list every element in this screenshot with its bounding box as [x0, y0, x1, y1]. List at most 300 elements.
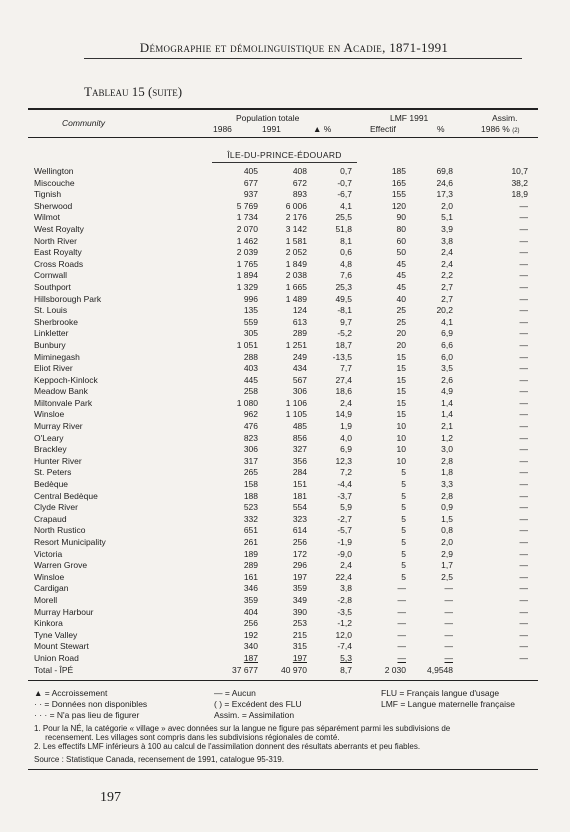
cell-pop1986: 340	[243, 641, 258, 652]
col-change: ▲ %	[313, 124, 332, 134]
table-row	[0, 317, 570, 329]
cell-pop1991: 197	[292, 571, 307, 582]
cell-change: -5,7	[337, 525, 352, 536]
cell-community: Miltonvale Park	[34, 397, 93, 408]
cell-lmf: 90	[396, 212, 406, 223]
cell-assim: —	[519, 258, 528, 269]
cell-community: Brackley	[34, 444, 67, 455]
cell-lmf-pct: 2,0	[441, 200, 453, 211]
table-row	[0, 375, 570, 387]
cell-community: Sherwood	[34, 200, 73, 211]
source-rule	[28, 769, 538, 770]
cell-lmf: 60	[396, 235, 406, 246]
legend-item: ( ) = Excédent des FLU	[214, 699, 302, 709]
cell-change: 27,4	[335, 374, 352, 385]
footnote-1: 1. Pour la NÉ, la catégorie « village » avec données sur la langue ne figure pas séparément parmi les subdivisions de	[34, 724, 451, 733]
cell-change: -3,7	[337, 490, 352, 501]
cell-lmf-pct: 1,2	[441, 432, 453, 443]
cell-lmf-pct: 2,4	[441, 258, 453, 269]
footnote-2: 2. Les effectifs LMF inférieurs à 100 au calcul de l'assimilation donnent des résultats aberrants et peu fiables.	[34, 742, 421, 751]
cell-assim: —	[519, 537, 528, 547]
cell-lmf-pct: 3,9	[441, 223, 453, 234]
cell-lmf-pct: 6,6	[441, 339, 453, 350]
table-row	[0, 352, 570, 364]
table-row	[0, 433, 570, 445]
cell-community: Cardigan	[34, 583, 69, 594]
cell-lmf: —	[397, 618, 406, 629]
cell-change: -1,2	[337, 618, 352, 629]
cell-pop1986: 1 462	[236, 235, 258, 246]
cell-lmf-pct: —	[444, 652, 453, 663]
cell-change: 3,8	[340, 583, 352, 594]
cell-pop1986: 476	[243, 421, 258, 432]
cell-pop1986: 158	[243, 479, 258, 490]
cell-lmf: 20	[396, 328, 406, 339]
cell-pop1991: 614	[292, 525, 307, 536]
cell-pop1986: 823	[243, 432, 258, 443]
cell-assim: 10,7	[511, 166, 528, 176]
cell-community: Cornwall	[34, 270, 68, 281]
cell-lmf-pct: 6,9	[441, 328, 453, 339]
cell-pop1986: 1 765	[236, 258, 258, 269]
cell-lmf-pct: 1,4	[441, 409, 453, 420]
cell-assim: 18,9	[511, 189, 528, 200]
cell-lmf-pct: 4,1	[441, 316, 453, 327]
cell-lmf-pct: 2,8	[441, 490, 453, 501]
cell-assim: —	[519, 652, 528, 663]
cell-pop1991: 289	[292, 328, 307, 339]
cell-assim: —	[519, 235, 528, 246]
table-row	[0, 363, 570, 375]
table-row	[0, 502, 570, 514]
cell-community: Hillsborough Park	[34, 293, 102, 304]
cell-assim: —	[519, 455, 528, 466]
table-body	[0, 166, 570, 676]
cell-community: St. Peters	[34, 467, 72, 478]
cell-lmf-pct: 6,0	[441, 351, 453, 362]
cell-community: Southport	[34, 281, 71, 292]
cell-pop1991: 485	[292, 421, 307, 432]
cell-community: Meadow Bank	[34, 386, 88, 397]
cell-community: Union Road	[34, 652, 79, 663]
cell-change: -9,0	[337, 548, 352, 559]
cell-assim: —	[519, 525, 528, 536]
cell-lmf: 5	[401, 571, 406, 582]
cell-lmf: —	[397, 594, 406, 605]
cell-pop1986: 559	[243, 316, 258, 327]
cell-lmf: 80	[396, 223, 406, 234]
cell-community: Bedèque	[34, 479, 69, 490]
cell-pop1991: 390	[292, 606, 307, 617]
cell-change: 4,0	[340, 432, 352, 443]
cell-pop1991: 256	[292, 537, 307, 547]
col-year-1991: 1991	[262, 124, 281, 134]
cell-pop1986: 288	[243, 351, 258, 362]
cell-pop1986: 937	[243, 189, 258, 200]
cell-pop1986: 261	[243, 537, 258, 547]
cell-lmf: 15	[396, 397, 406, 408]
cell-assim: —	[519, 328, 528, 339]
cell-community: Wilmot	[34, 212, 60, 223]
cell-lmf-pct: 20,2	[436, 305, 453, 316]
cell-pop1991: 1 489	[285, 293, 307, 304]
cell-pop1986: 37 677	[232, 664, 258, 675]
cell-pop1991: 151	[292, 479, 307, 490]
cell-lmf: 50	[396, 247, 406, 258]
table-row	[0, 201, 570, 213]
running-title: Démographie et démolinguistique en Acadie, 1871-1991	[139, 40, 449, 55]
cell-pop1986: 651	[243, 525, 258, 536]
cell-lmf-pct: 4,9	[441, 386, 453, 397]
col-effectif: Effectif	[370, 124, 396, 134]
footnote-1-cont: recensement. Les villages sont compris dans les subdivisions régionales de comté.	[34, 733, 340, 742]
page-number: 197	[100, 790, 121, 805]
cell-pop1991: 1 849	[285, 258, 307, 269]
cell-change: 0,7	[340, 166, 352, 176]
cell-lmf-pct: 1,5	[441, 513, 453, 524]
cell-lmf: 5	[401, 490, 406, 501]
legend-item: · · · = N'a pas lieu de figurer	[34, 710, 140, 720]
cell-lmf: 45	[396, 281, 406, 292]
cell-pop1991: 554	[292, 502, 307, 513]
cell-community: Hunter River	[34, 455, 82, 466]
cell-assim: —	[519, 316, 528, 327]
cell-lmf-pct: —	[444, 583, 453, 594]
table-row	[0, 537, 570, 549]
col-lmf-group: LMF 1991	[390, 113, 429, 123]
source-note: Source : Statistique Canada, recensement de 1991, catalogue 95-319.	[34, 755, 284, 764]
cell-community: Warren Grove	[34, 560, 88, 571]
table-bottom-rule	[28, 680, 538, 681]
cell-pop1986: 962	[243, 409, 258, 420]
cell-lmf: 5	[401, 467, 406, 478]
cell-assim: —	[519, 641, 528, 652]
cell-pop1991: 567	[292, 374, 307, 385]
cell-assim: —	[519, 467, 528, 478]
cell-lmf-pct: 2,7	[441, 281, 453, 292]
cell-pop1991: 215	[292, 629, 307, 640]
cell-pop1986: 192	[243, 629, 258, 640]
cell-pop1986: 996	[243, 293, 258, 304]
cell-lmf-pct: 17,3	[436, 189, 453, 200]
table-row	[0, 294, 570, 306]
table-row	[0, 514, 570, 526]
cell-change: 4,8	[340, 258, 352, 269]
cell-lmf: 5	[401, 548, 406, 559]
cell-assim: —	[519, 212, 528, 223]
cell-pop1986: 306	[243, 444, 258, 455]
cell-community: Total - ÎPÉ	[34, 664, 74, 675]
cell-lmf-pct: 0,9	[441, 502, 453, 513]
cell-change: -4,4	[337, 479, 352, 490]
cell-change: 49,5	[335, 293, 352, 304]
table-row	[0, 398, 570, 410]
cell-lmf: —	[397, 629, 406, 640]
cell-community: Murray Harbour	[34, 606, 94, 617]
cell-lmf: 15	[396, 351, 406, 362]
cell-lmf: 120	[391, 200, 406, 211]
table-row	[0, 560, 570, 572]
cell-change: 7,2	[340, 467, 352, 478]
cell-community: Resort Municipality	[34, 537, 106, 547]
cell-pop1986: 1 734	[236, 212, 258, 223]
table-row	[0, 595, 570, 607]
cell-lmf-pct: 2,8	[441, 455, 453, 466]
cell-lmf: 20	[396, 339, 406, 350]
cell-pop1991: 306	[292, 386, 307, 397]
cell-assim: —	[519, 490, 528, 501]
cell-pop1991: 249	[292, 351, 307, 362]
table-row	[0, 467, 570, 479]
cell-lmf-pct: 2,2	[441, 270, 453, 281]
cell-change: 12,0	[335, 629, 352, 640]
cell-pop1986: 258	[243, 386, 258, 397]
cell-assim: —	[519, 409, 528, 420]
cell-community: Linkletter	[34, 328, 69, 339]
col-assim-group: Assim.	[492, 113, 518, 123]
cell-pop1986: 5 769	[236, 200, 258, 211]
cell-change: 51,8	[335, 223, 352, 234]
cell-assim: —	[519, 200, 528, 211]
table-row	[0, 282, 570, 294]
cell-lmf: 15	[396, 363, 406, 374]
cell-community: Wellington	[34, 166, 74, 176]
cell-lmf-pct: 3,8	[441, 235, 453, 246]
table-row	[0, 236, 570, 248]
cell-assim: —	[519, 386, 528, 397]
cell-lmf-pct: 1,7	[441, 560, 453, 571]
table-row	[0, 491, 570, 503]
table-row	[0, 583, 570, 595]
cell-community: Tyne Valley	[34, 629, 78, 640]
cell-lmf: 40	[396, 293, 406, 304]
cell-lmf: 45	[396, 258, 406, 269]
cell-pop1986: 359	[243, 594, 258, 605]
col-community: Community	[62, 118, 105, 128]
col-year-1986: 1986	[213, 124, 232, 134]
cell-pop1986: 523	[243, 502, 258, 513]
cell-lmf-pct: —	[444, 606, 453, 617]
cell-lmf: 5	[401, 560, 406, 571]
cell-assim: —	[519, 618, 528, 629]
cell-change: 9,7	[340, 316, 352, 327]
cell-assim: —	[519, 281, 528, 292]
cell-community: Murray River	[34, 421, 83, 432]
cell-change: -13,5	[332, 351, 352, 362]
cell-lmf: —	[397, 641, 406, 652]
cell-assim: —	[519, 513, 528, 524]
cell-community: Morell	[34, 594, 58, 605]
cell-community: St. Louis	[34, 305, 68, 316]
cell-community: Keppoch-Kinlock	[34, 374, 98, 385]
cell-community: Crapaud	[34, 513, 67, 524]
table-row	[0, 270, 570, 282]
cell-change: 8,7	[340, 664, 352, 675]
cell-community: West Royalty	[34, 223, 84, 234]
cell-pop1986: 305	[243, 328, 258, 339]
cell-pop1986: 256	[243, 618, 258, 629]
cell-assim: —	[519, 293, 528, 304]
cell-lmf-pct: —	[444, 618, 453, 629]
cell-community: Kinkora	[34, 618, 63, 629]
cell-community: Tignish	[34, 189, 62, 200]
table-row	[0, 189, 570, 201]
cell-assim: —	[519, 606, 528, 617]
cell-pop1991: 2 038	[285, 270, 307, 281]
cell-lmf: 185	[391, 166, 406, 176]
cell-lmf-pct: —	[444, 641, 453, 652]
cell-pop1991: 124	[292, 305, 307, 316]
cell-community: Miscouche	[34, 177, 75, 188]
cell-change: -2,8	[337, 594, 352, 605]
cell-community: East Royalty	[34, 247, 82, 258]
cell-lmf-pct: 5,1	[441, 212, 453, 223]
cell-change: 6,9	[340, 444, 352, 455]
cell-lmf-pct: 3,5	[441, 363, 453, 374]
cell-pop1991: 327	[292, 444, 307, 455]
cell-lmf: 5	[401, 537, 406, 547]
cell-community: Cross Roads	[34, 258, 84, 269]
cell-change: 22,4	[335, 571, 352, 582]
table-row	[0, 549, 570, 561]
cell-lmf: 15	[396, 374, 406, 385]
cell-assim: 38,2	[511, 177, 528, 188]
section-heading: ÎLE-DU-PRINCE-ÉDOUARD	[227, 150, 342, 160]
cell-lmf-pct: 24,6	[436, 177, 453, 188]
cell-community: Central Bedèque	[34, 490, 98, 501]
cell-change: -1,9	[337, 537, 352, 547]
cell-change: -0,7	[337, 177, 352, 188]
legend-item: Assim. = Assimilation	[214, 710, 295, 720]
cell-change: 2,4	[340, 560, 352, 571]
cell-lmf: —	[397, 583, 406, 594]
cell-lmf: 15	[396, 409, 406, 420]
cell-assim: —	[519, 432, 528, 443]
cell-change: -7,4	[337, 641, 352, 652]
cell-community: North River	[34, 235, 77, 246]
cell-assim: —	[519, 339, 528, 350]
cell-pop1991: 613	[292, 316, 307, 327]
cell-pop1986: 1 051	[236, 339, 258, 350]
legend-item: — = Aucun	[214, 688, 256, 698]
table-row	[0, 166, 570, 178]
cell-lmf: 10	[396, 421, 406, 432]
cell-lmf: 25	[396, 305, 406, 316]
cell-change: 25,3	[335, 281, 352, 292]
table-row	[0, 178, 570, 190]
cell-pop1991: 856	[292, 432, 307, 443]
cell-change: 7,6	[340, 270, 352, 281]
cell-change: 18,6	[335, 386, 352, 397]
table-row	[0, 630, 570, 642]
cell-lmf: 45	[396, 270, 406, 281]
cell-lmf-pct: 1,4	[441, 397, 453, 408]
cell-pop1991: 172	[292, 548, 307, 559]
table-row	[0, 421, 570, 433]
cell-pop1991: 359	[292, 583, 307, 594]
table-row	[0, 456, 570, 468]
header-bottom-rule	[28, 137, 538, 138]
col-assim-footnote: (2)	[512, 128, 520, 134]
cell-assim: —	[519, 629, 528, 640]
cell-change: 0,6	[340, 247, 352, 258]
cell-change: 1,9	[340, 421, 352, 432]
table-total-row	[0, 665, 570, 677]
cell-lmf-pct: 2,1	[441, 421, 453, 432]
legend-item: ▲ = Accroissement	[34, 688, 108, 698]
cell-pop1986: 677	[243, 177, 258, 188]
cell-lmf-pct: 69,8	[436, 166, 453, 176]
cell-assim: —	[519, 502, 528, 513]
cell-lmf: 10	[396, 455, 406, 466]
cell-change: 12,3	[335, 455, 352, 466]
cell-pop1991: 356	[292, 455, 307, 466]
table-row	[0, 386, 570, 398]
cell-pop1991: 197	[292, 652, 307, 663]
cell-pop1991: 408	[292, 166, 307, 176]
cell-community: Bunbury	[34, 339, 66, 350]
cell-assim: —	[519, 223, 528, 234]
cell-pop1986: 1 329	[236, 281, 258, 292]
cell-pop1991: 1 106	[285, 397, 307, 408]
cell-pop1986: 346	[243, 583, 258, 594]
cell-lmf-pct: 1,8	[441, 467, 453, 478]
cell-pop1986: 135	[243, 305, 258, 316]
cell-assim: —	[519, 363, 528, 374]
cell-community: Clyde River	[34, 502, 78, 513]
cell-assim: —	[519, 397, 528, 408]
cell-assim: —	[519, 479, 528, 490]
cell-lmf-pct: 2,5	[441, 571, 453, 582]
cell-change: -3,5	[337, 606, 352, 617]
cell-change: 5,3	[340, 652, 352, 663]
cell-pop1986: 265	[243, 467, 258, 478]
footnotes	[34, 724, 544, 751]
cell-change: -5,2	[337, 328, 352, 339]
cell-lmf-pct: 0,8	[441, 525, 453, 536]
cell-community: Mount Stewart	[34, 641, 89, 652]
cell-pop1991: 315	[292, 641, 307, 652]
table-row	[0, 572, 570, 584]
table-row	[0, 305, 570, 317]
cell-change: -2,7	[337, 513, 352, 524]
legend-item: LMF = Langue maternelle française	[381, 699, 515, 709]
cell-assim: —	[519, 594, 528, 605]
cell-community: Winsloe	[34, 409, 65, 420]
cell-assim: —	[519, 444, 528, 455]
cell-lmf-pct: 4,9548	[427, 664, 453, 675]
cell-community: Winsloe	[34, 571, 65, 582]
cell-lmf: 5	[401, 525, 406, 536]
cell-pop1991: 1 665	[285, 281, 307, 292]
cell-pop1991: 296	[292, 560, 307, 571]
cell-lmf: 2 030	[384, 664, 406, 675]
legend-item: · · = Données non disponibles	[34, 699, 148, 709]
cell-assim: —	[519, 421, 528, 432]
cell-pop1991: 1 251	[285, 339, 307, 350]
cell-lmf-pct: 3,3	[441, 479, 453, 490]
table-row	[0, 653, 570, 665]
table-row	[0, 212, 570, 224]
cell-community: Victoria	[34, 548, 63, 559]
cell-lmf-pct: 2,0	[441, 537, 453, 547]
cell-change: 5,9	[340, 502, 352, 513]
cell-pop1991: 349	[292, 594, 307, 605]
cell-assim: —	[519, 374, 528, 385]
table-row	[0, 259, 570, 271]
cell-lmf: 10	[396, 444, 406, 455]
cell-change: 18,7	[335, 339, 352, 350]
